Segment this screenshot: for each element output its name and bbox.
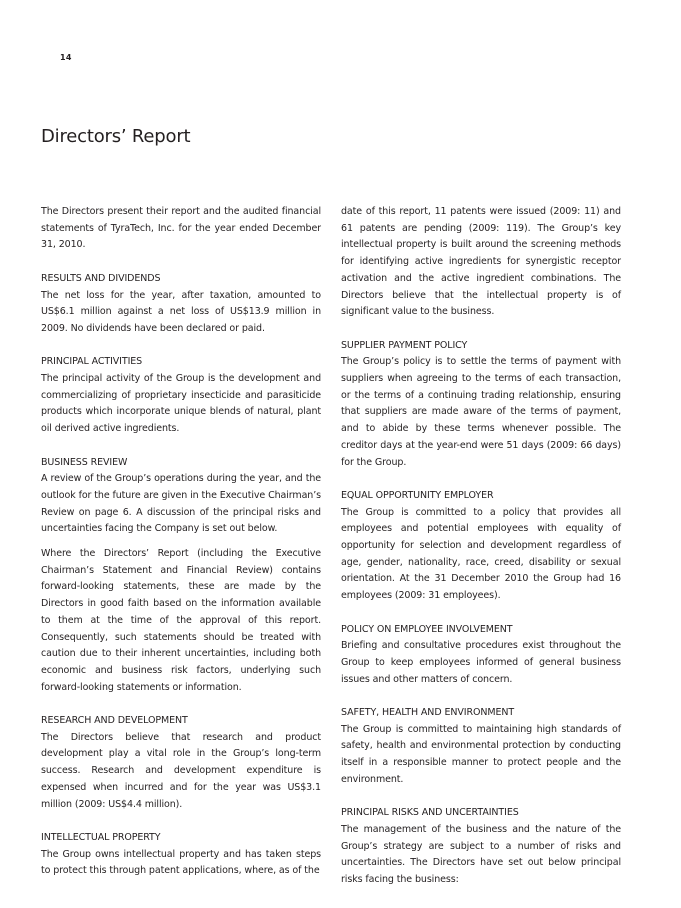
activities-heading: PRINCIPAL ACTIVITIES [41, 356, 143, 368]
supplier-heading: SUPPLIER PAYMENT POLICY [341, 339, 468, 351]
right-column [341, 204, 621, 889]
employee-involvement-heading: POLICY ON EMPLOYEE INVOLVEMENT [341, 623, 513, 635]
business-review-paragraph-1: A review of the Group’s operations during the year, and the outlook for the future are given in the Executive Chairman’s Review on page 6. A discussion of the principal risks and uncertainties facing the Company is set out below. [41, 473, 321, 535]
ip-heading: INTELLECTUAL PROPERTY [41, 831, 161, 843]
intro-paragraph: The Directors present their report and the audited financial statements of TyraTech, Inc. for the year ended December 31, 2010. [41, 206, 321, 251]
research-paragraph: The Directors believe that research and product development play a vital role in the Group’s long-term success. Research and development expenditure is expensed when incurred and for the year was US$3.1 million (2009: US$4.4 million). [41, 731, 321, 810]
research-heading: RESEARCH AND DEVELOPMENT [41, 715, 188, 727]
safety-heading: SAFETY, HEALTH AND ENVIRONMENT [341, 707, 515, 719]
risks-heading: PRINCIPAL RISKS AND UNCERTAINTIES [341, 807, 519, 819]
safety-paragraph: The Group is committed to maintaining high standards of safety, health and environmental protection by conducting itself in a responsible manner to protect people and the environment. [341, 723, 621, 785]
left-column [41, 204, 321, 880]
employee-involvement-paragraph: Briefing and consultative procedures exist throughout the Group to keep employees informed of general business issues and other matters of concern. [341, 640, 621, 685]
results-heading: RESULTS AND DIVIDENDS [41, 272, 161, 284]
activities-paragraph: The principal activity of the Group is the development and commercializing of proprietary insecticide and parasiticide products which incorporate unique blends of natural, plant oil derived active ingredients. [41, 373, 321, 435]
business-review-paragraph-2: Where the Directors’ Report (including the Executive Chairman’s Statement and Financial Review) contains forward-looking statements, these are made by the Directors in good faith based on the information available to them at the time of the approval of this report. Consequently, such statements should be treated with caution due to their inherent uncertainties, including both economic and business risk factors, underlying such forward-looking statements or information. [41, 548, 321, 693]
page-title: Directors’ Report [41, 126, 191, 147]
equal-opportunity-paragraph: The Group is committed to a policy that provides all employees and potential employees with equality of opportunity for selection and development regardless of age, gender, nationality, race, creed, disability or sexual orientation. At the 31 December 2010 the Group had 16 employees (2009: 31 employees). [341, 506, 621, 602]
results-paragraph: The net loss for the year, after taxation, amounted to US$6.1 million against a net loss of US$13.9 million in 2009. No dividends have been declared or paid. [41, 289, 321, 334]
risks-paragraph: The management of the business and the nature of the Group’s strategy are subject to a number of risks and uncertainties. The Directors have set out below principal risks facing the business: [341, 823, 621, 886]
ip-paragraph-continued: date of this report, 11 patents were issued (2009: 11) and 61 patents are pending (2009: 119). The Group’s key intellectual property is built around the screening methods for identifying active ingredients for synergistic receptor activation and the active ingredient combinations. The Directors believe that the intellectual property is of significant value to the business. [341, 206, 621, 318]
business-review-heading: BUSINESS REVIEW [41, 456, 128, 468]
page-number: 14 [60, 53, 72, 62]
ip-paragraph: The Group owns intellectual property and has taken steps to protect this through patent applications, where, as of the [41, 848, 321, 877]
equal-opportunity-heading: EQUAL OPPORTUNITY EMPLOYER [341, 489, 494, 501]
supplier-paragraph: The Group’s policy is to settle the terms of payment with suppliers when agreeing to the terms of each transaction, or the terms of a continuing trading relationship, ensuring that suppliers are made aware of the terms of payment, and to abide by these terms whenever possible. The creditor days at the year-end were 51 days (2009: 66 days) for the Group. [341, 356, 621, 468]
